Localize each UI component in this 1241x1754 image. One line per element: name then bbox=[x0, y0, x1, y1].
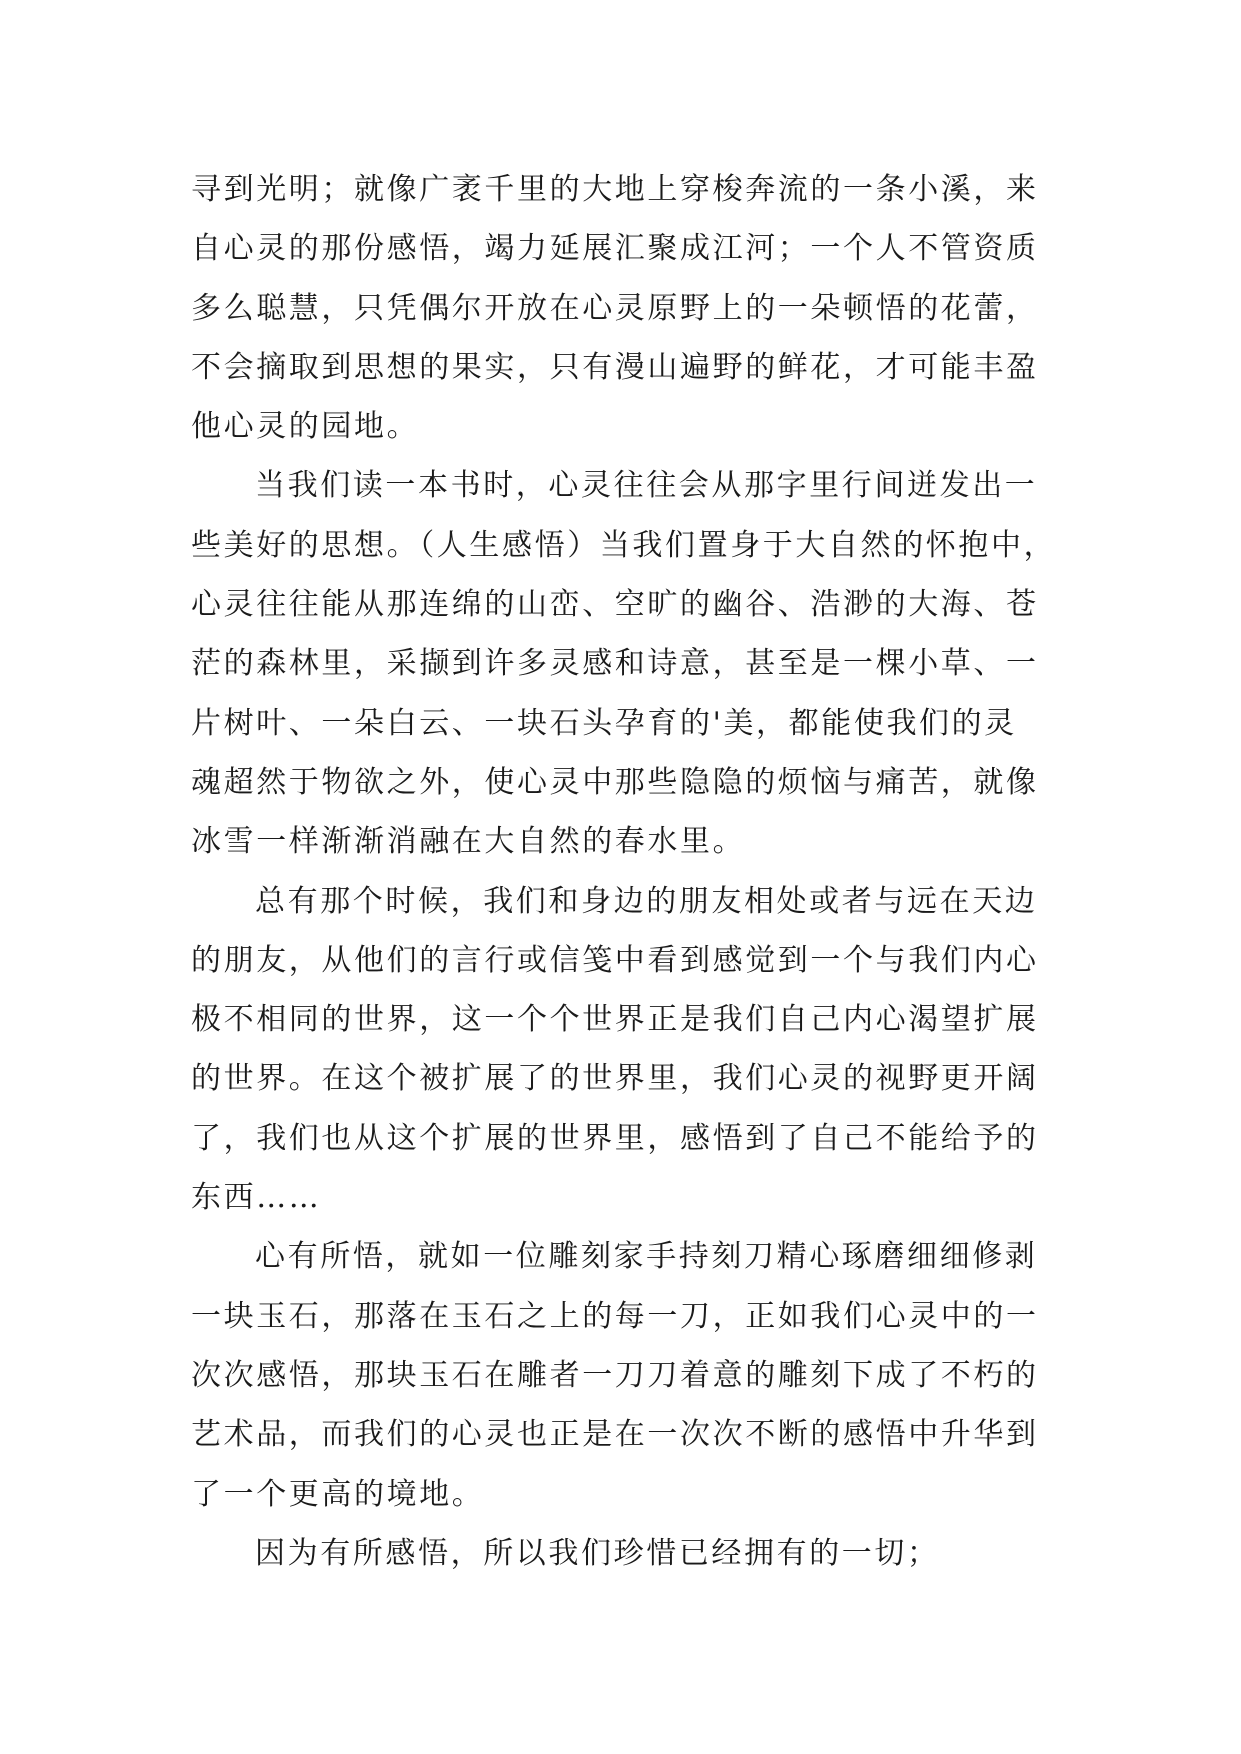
text-line: 些美好的思想。（人生感悟）当我们置身于大自然的怀抱中， bbox=[191, 527, 1057, 563]
text-line: 他心灵的园地。 bbox=[191, 409, 420, 445]
paragraph bbox=[191, 456, 1071, 871]
text-line: 不会摘取到思想的果实，只有漫山遍野的鲜花，才可能丰盈 bbox=[191, 349, 1039, 385]
paragraph bbox=[191, 1227, 1071, 1523]
text-line: 艺术品，而我们的心灵也正是在一次次不断的感悟中升华到 bbox=[191, 1417, 1039, 1453]
body-text bbox=[191, 160, 1071, 1583]
paragraph bbox=[191, 1524, 1071, 1583]
text-line: 当我们读一本书时，心灵往往会从那字里行间迸发出一 bbox=[255, 468, 1038, 504]
text-line: 冰雪一样渐渐消融在大自然的春水里。 bbox=[191, 824, 746, 860]
text-line: 茫的森林里，采撷到许多灵感和诗意，甚至是一棵小草、一 bbox=[191, 646, 1039, 682]
text-line: 一块玉石，那落在玉石之上的每一刀，正如我们心灵中的一 bbox=[191, 1298, 1039, 1334]
text-line: 因为有所感悟，所以我们珍惜已经拥有的一切； bbox=[255, 1535, 940, 1571]
text-line: 多么聪慧，只凭偶尔开放在心灵原野上的一朵顿悟的花蕾， bbox=[191, 290, 1039, 326]
text-line: 东西…… bbox=[191, 1180, 322, 1216]
text-line: 次次感悟，那块玉石在雕者一刀刀着意的雕刻下成了不朽的 bbox=[191, 1357, 1039, 1393]
text-line: 总有那个时候，我们和身边的朋友相处或者与远在天边 bbox=[255, 883, 1038, 919]
text-line: 寻到光明；就像广袤千里的大地上穿梭奔流的一条小溪，来 bbox=[191, 172, 1039, 207]
paragraph bbox=[191, 872, 1071, 1228]
text-line: 了一个更高的境地。 bbox=[191, 1476, 485, 1512]
text-line: 的朋友，从他们的言行或信笺中看到感觉到一个与我们内心 bbox=[191, 942, 1039, 978]
paragraph bbox=[191, 160, 1071, 456]
text-line: 极不相同的世界，这一个个世界正是我们自己内心渴望扩展 bbox=[191, 1002, 1039, 1038]
text-line: 自心灵的那份感悟，竭力延展汇聚成江河；一个人不管资质 bbox=[191, 231, 1039, 267]
text-line: 片树叶、一朵白云、一块石头孕育的'美，都能使我们的灵 bbox=[191, 705, 1017, 741]
text-line: 了，我们也从这个扩展的世界里，感悟到了自己不能给予的 bbox=[191, 1120, 1039, 1156]
text-line: 心灵往往能从那连绵的山峦、空旷的幽谷、浩渺的大海、苍 bbox=[191, 587, 1039, 623]
text-line: 心有所悟，就如一位雕刻家手持刻刀精心琢磨细细修剥 bbox=[255, 1239, 1038, 1275]
text-line: 的世界。在这个被扩展了的世界里，我们心灵的视野更开阔 bbox=[191, 1061, 1039, 1097]
text-line: 魂超然于物欲之外，使心灵中那些隐隐的烦恼与痛苦，就像 bbox=[191, 764, 1039, 800]
